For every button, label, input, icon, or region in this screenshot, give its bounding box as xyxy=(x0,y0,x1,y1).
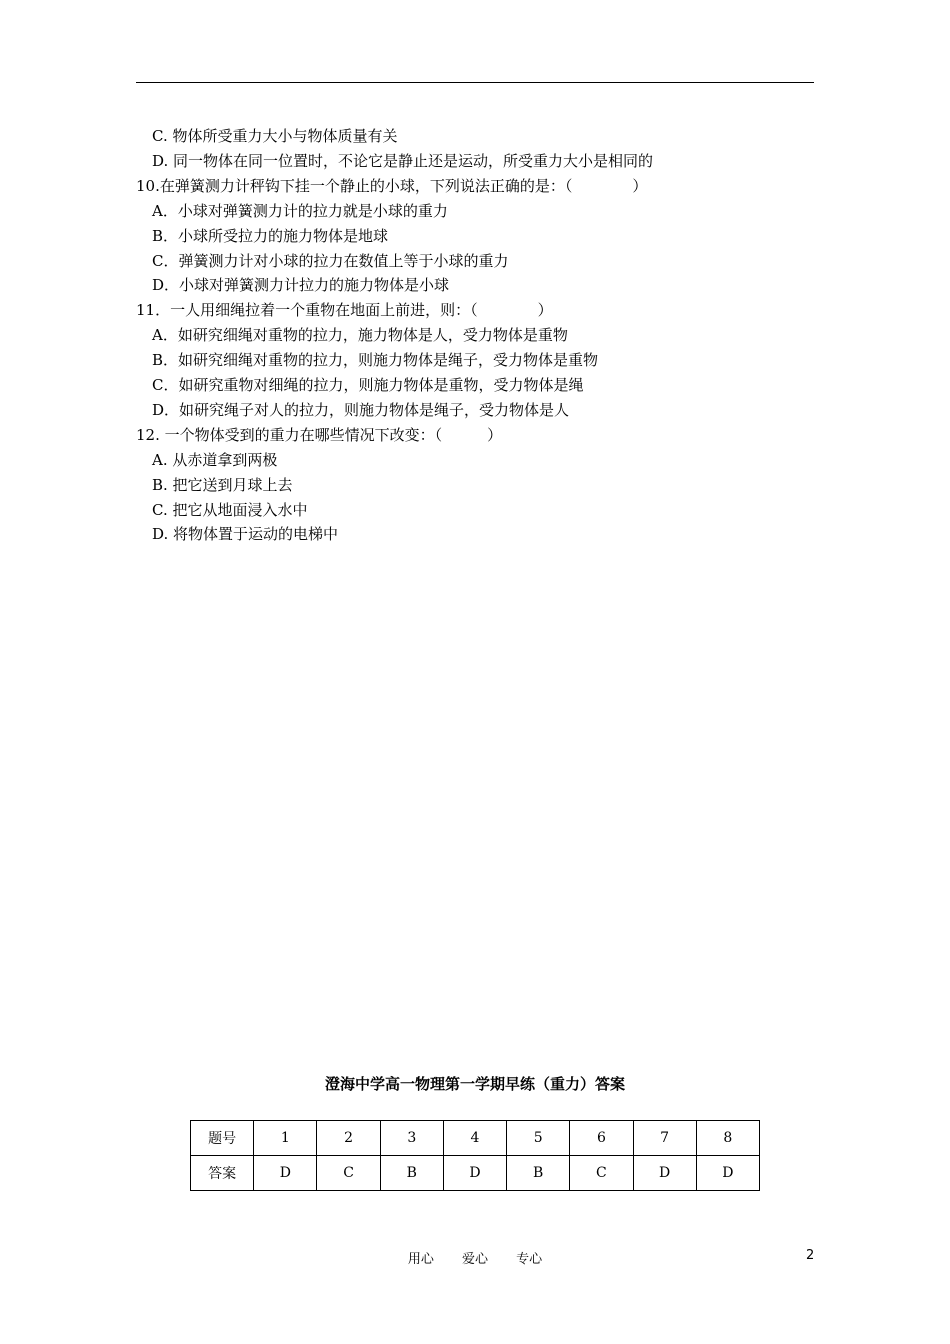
question-option: D. 将物体置于运动的电梯中 xyxy=(152,525,339,544)
footer-word: 爱心 xyxy=(461,1252,488,1267)
question-option: A. 从赤道拿到两极 xyxy=(152,450,278,469)
question-option: D．小球对弹簧测力计拉力的施力物体是小球 xyxy=(152,276,450,295)
table-cell: C xyxy=(570,1156,633,1191)
table-cell: 3 xyxy=(380,1121,443,1156)
question-option: C. 把它从地面浸入水中 xyxy=(152,500,308,519)
answer-table-row-number xyxy=(191,1121,760,1156)
table-cell: 6 xyxy=(570,1121,633,1156)
table-cell: 7 xyxy=(633,1121,696,1156)
table-cell: 1 xyxy=(254,1121,317,1156)
table-cell: 题号 xyxy=(191,1121,254,1156)
table-cell: D xyxy=(696,1156,759,1191)
answer-table-row-answer xyxy=(191,1156,760,1191)
page-number: 2 xyxy=(806,1248,815,1263)
question-option: B. 把它送到月球上去 xyxy=(152,475,293,494)
header-rule xyxy=(136,82,814,83)
question-option: A．如研究细绳对重物的拉力，施力物体是人，受力物体是重物 xyxy=(152,326,568,345)
question-title: 11．一人用细绳拉着一个重物在地面上前进，则：（ ） xyxy=(136,301,553,320)
table-cell: C xyxy=(317,1156,380,1191)
table-cell: 8 xyxy=(696,1121,759,1156)
question-option: C. 物体所受重力大小与物体质量有关 xyxy=(152,127,398,145)
table-cell: D xyxy=(443,1156,506,1191)
question-option: B．如研究细绳对重物的拉力，则施力物体是绳子，受力物体是重物 xyxy=(152,351,599,370)
table-cell: 2 xyxy=(317,1121,380,1156)
table-cell: B xyxy=(507,1156,570,1191)
footer-word: 专心 xyxy=(516,1252,543,1267)
table-cell: 答案 xyxy=(191,1156,254,1191)
question-option: A．小球对弹簧测力计的拉力就是小球的重力 xyxy=(152,201,448,220)
question-option: D．如研究绳子对人的拉力，则施力物体是绳子，受力物体是人 xyxy=(152,400,570,419)
table-cell: 4 xyxy=(443,1121,506,1156)
answer-table xyxy=(190,1120,760,1191)
table-cell: D xyxy=(254,1156,317,1191)
question-title: 10.在弹簧测力计秤钩下挂一个静止的小球，下列说法正确的是：（ ） xyxy=(136,176,648,195)
table-cell: B xyxy=(380,1156,443,1191)
question-option: C．弹簧测力计对小球的拉力在数值上等于小球的重力 xyxy=(152,251,509,270)
question-option: B．小球所受拉力的施力物体是地球 xyxy=(152,226,389,245)
footer-word: 用心 xyxy=(407,1252,434,1267)
table-cell: 5 xyxy=(507,1121,570,1156)
table-cell: D xyxy=(633,1156,696,1191)
question-option: D. 同一物体在同一位置时，不论它是静止还是运动，所受重力大小是相同的 xyxy=(152,151,654,170)
question-option: C．如研究重物对细绳的拉力，则施力物体是重物，受力物体是绳 xyxy=(152,376,584,394)
question-title: 12. 一个物体受到的重力在哪些情况下改变：（ ） xyxy=(136,425,503,444)
answer-title: 澄海中学高一物理第一学期早练（重力）答案 xyxy=(324,1075,625,1093)
